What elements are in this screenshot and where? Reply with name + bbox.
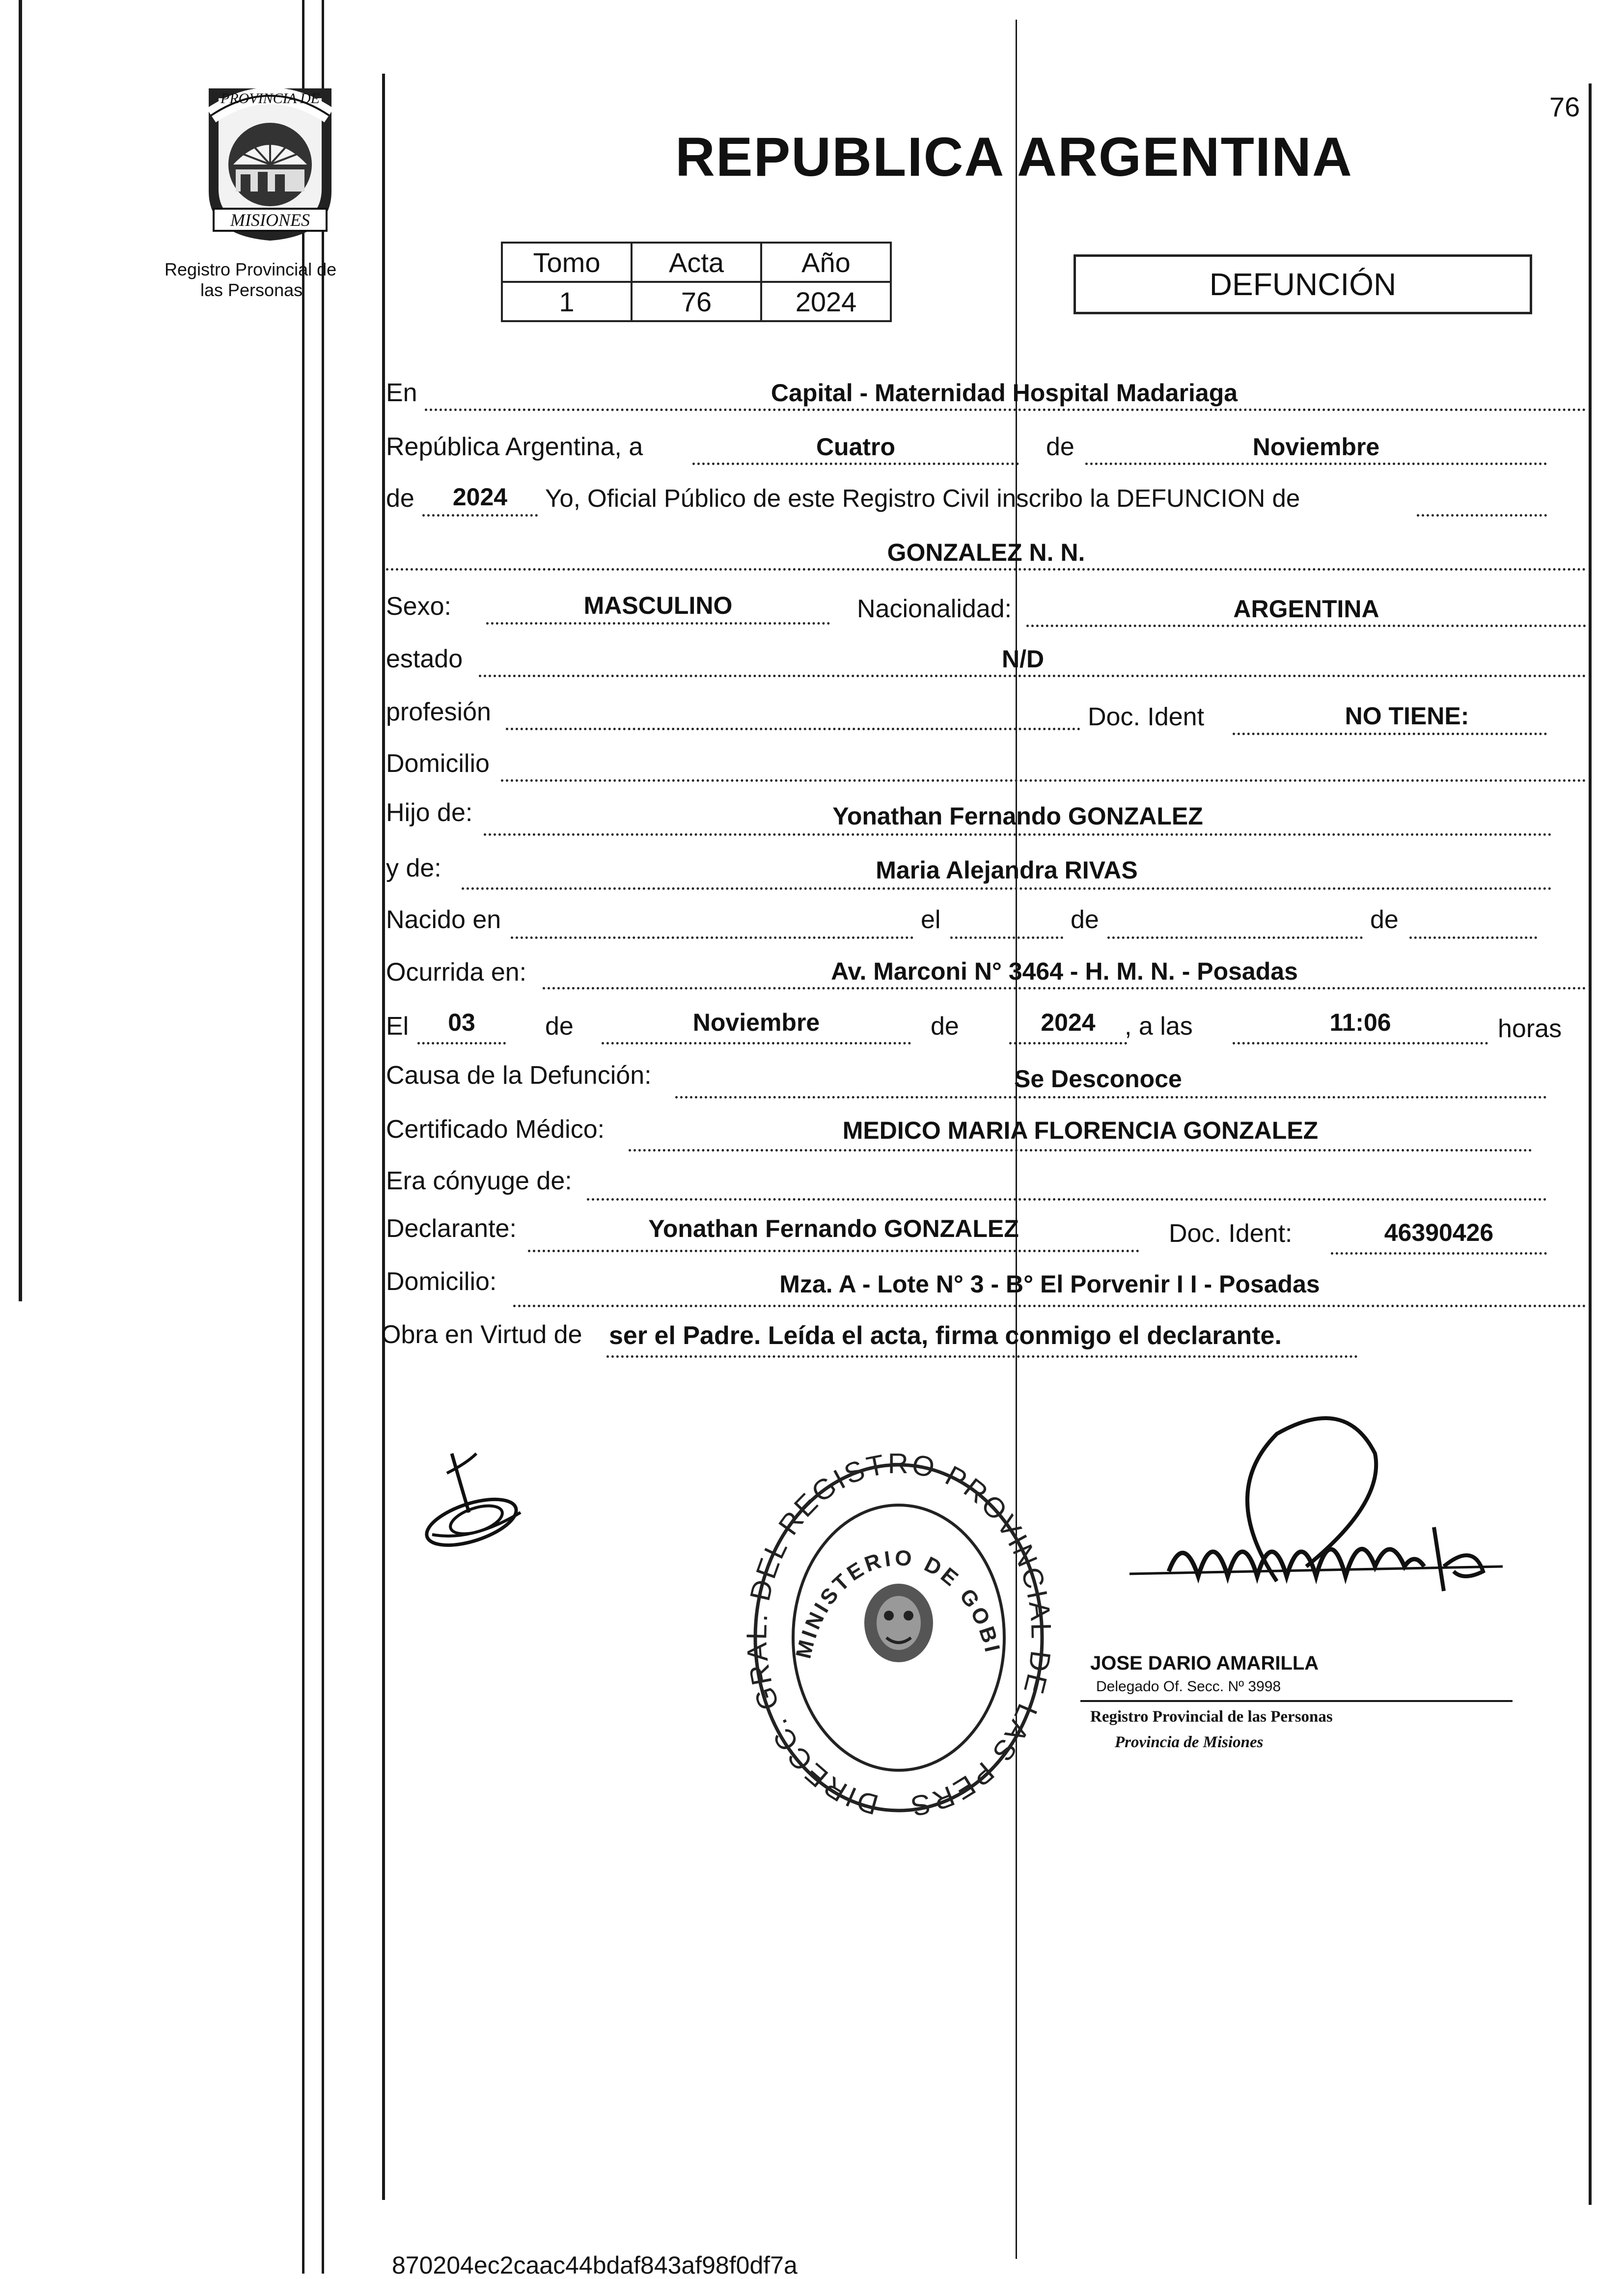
issuer-line-1: Registro Provincial de (165, 259, 337, 279)
svg-text:DIRECC. GRAL. DEL REGISTRO PRO: DIRECC. G DEL REGISTRO PROVINCI E LAS PERS (746, 1454, 1051, 1823)
value-causa: Se Desconoce (1014, 1065, 1182, 1093)
declarant-signature (413, 1444, 530, 1557)
value-sexo: MASCULINO (583, 592, 733, 619)
value-domicilio-declarante: Mza. A - Lote N° 3 - B° El Porvenir I I - Posadas (779, 1270, 1320, 1298)
label-republica: República Argentina, a (386, 433, 643, 461)
label-nacionalidad: Nacionalidad: (857, 595, 1012, 623)
label-hijo: Hijo de: (386, 798, 473, 827)
label-de-mes: de (1046, 433, 1074, 461)
header-anio: Año (761, 243, 891, 282)
value-obra: ser el Padre. Leída el acta, firma conmigo el declarante. (609, 1321, 1282, 1350)
line-madre (462, 887, 1552, 890)
line-estado (479, 675, 1586, 677)
record-table (501, 242, 892, 322)
line-obra (606, 1355, 1358, 1358)
line-domicilio (501, 779, 1586, 782)
scan-margin-line-1 (302, 0, 304, 2274)
official-office: Registro Provincial de las Personas (1090, 1708, 1333, 1726)
official-signature (1071, 1404, 1513, 1689)
official-name: JOSE DARIO AMARILLA (1090, 1652, 1319, 1674)
form-left-border (382, 74, 385, 2200)
province-seal (189, 79, 351, 246)
label-en: En (386, 379, 417, 407)
official-rule (1080, 1700, 1513, 1702)
line-doc-ident-declarante (1331, 1252, 1547, 1255)
line-fecha-mes (602, 1042, 911, 1044)
value-nacionalidad: ARGENTINA (1233, 595, 1379, 623)
document-type-box (1073, 254, 1532, 314)
line-anio (422, 514, 538, 517)
issuer-line-2: las Personas (200, 280, 303, 300)
value-hora: 11:06 (1329, 1009, 1391, 1036)
label-de-fecha-1: de (545, 1012, 574, 1041)
label-a-las: , a las (1125, 1012, 1193, 1041)
line-conyuge (587, 1198, 1547, 1201)
line-nacido (511, 936, 913, 939)
value-doc-ident-declarante: 46390426 (1384, 1219, 1494, 1246)
line-ocurrida (543, 987, 1586, 989)
label-causa: Causa de la Defunción: (386, 1061, 652, 1090)
value-anio-inscripcion: 2024 (452, 483, 508, 511)
label-doc-ident-declarante: Doc. Ident: (1169, 1219, 1293, 1248)
line-profesion (506, 728, 1080, 730)
value-doc-ident: NO TIENE: (1345, 702, 1469, 730)
line-doc-ident (1233, 733, 1547, 735)
label-domicilio: Domicilio (386, 749, 490, 778)
line-fecha-anio (1009, 1042, 1127, 1044)
value-estado: N/D (1002, 645, 1045, 673)
line-dia (692, 463, 1019, 465)
line-el (950, 936, 1063, 939)
page-number: 76 (1549, 91, 1580, 122)
line-nacionalidad (1026, 625, 1586, 627)
label-el: el (921, 906, 941, 934)
header-tomo: Tomo (502, 243, 632, 282)
label-de-anio: de (386, 484, 414, 513)
value-mes: Noviembre (1252, 433, 1380, 461)
value-lugar: Capital - Maternidad Hospital Madariaga (771, 379, 1238, 407)
line-hora (1233, 1042, 1488, 1044)
form-right-border (1589, 83, 1592, 2205)
value-madre: Maria Alejandra RIVAS (876, 856, 1138, 884)
value-declarante: Yonathan Fernando GONZALEZ (648, 1215, 1019, 1242)
scan-margin-line-2 (322, 0, 324, 2274)
value-dia: Cuatro (816, 433, 896, 461)
page-title: REPUBLICA ARGENTINA (675, 126, 1353, 188)
line-en (425, 409, 1586, 411)
line-declarante (528, 1250, 1139, 1252)
line-certificado (629, 1149, 1532, 1152)
label-horas: horas (1498, 1015, 1562, 1043)
label-obra: Obra en Virtud de (381, 1320, 582, 1349)
line-causa (675, 1096, 1547, 1098)
label-de-fecha-2: de (931, 1012, 959, 1041)
label-conyuge: Era cónyuge de: (386, 1167, 572, 1195)
svg-text:MINISTERIO DE GOBIERNO: MINISTERIO DE GOBI (791, 1545, 1005, 1661)
line-nac-anio (1409, 936, 1537, 939)
label-sexo: Sexo: (386, 592, 451, 621)
label-domicilio-declarante: Domicilio: (386, 1267, 497, 1296)
document-hash: 870204ec2caac44bdaf843af98f0df7a (392, 2252, 798, 2279)
line-domicilio-declarante (513, 1305, 1586, 1307)
official-stamp (746, 1454, 1051, 1827)
value-fecha-anio: 2024 (1041, 1009, 1096, 1036)
value-fecha-dia: 03 (448, 1009, 475, 1036)
text-inscripcion: Yo, Oficial Público de este Registro Civil inscribo la DEFUNCION de (545, 484, 1300, 512)
document-type: DEFUNCIÓN (1209, 267, 1397, 302)
label-doc-ident: Doc. Ident (1088, 703, 1205, 731)
value-tomo: 1 (502, 282, 632, 321)
label-nacido: Nacido en (386, 906, 501, 934)
label-de-nac-1: de (1071, 906, 1099, 934)
svg-text:PROVINCIA DE: PROVINCIA DE (220, 90, 320, 107)
line-mes (1085, 463, 1547, 465)
value-anio: 2024 (761, 282, 891, 321)
value-acta: 76 (632, 282, 761, 321)
svg-text:MISIONES: MISIONES (230, 210, 310, 230)
line-inscripcion-end (1417, 514, 1547, 517)
value-padre: Yonathan Fernando GONZALEZ (832, 802, 1203, 830)
line-nombre (386, 568, 1586, 571)
value-certificado: MEDICO MARIA FLORENCIA GONZALEZ (842, 1117, 1319, 1144)
official-role: Delegado Of. Secc. Nº 3998 (1096, 1678, 1281, 1695)
label-el-fecha: El (386, 1012, 409, 1041)
line-sexo (486, 622, 830, 625)
label-certificado: Certificado Médico: (386, 1115, 605, 1144)
value-fecha-mes: Noviembre (692, 1009, 820, 1036)
official-province: Provincia de Misiones (1115, 1733, 1264, 1751)
label-y-de: y de: (386, 854, 441, 882)
label-ocurrida: Ocurrida en: (386, 958, 527, 987)
line-nac-mes (1107, 936, 1363, 939)
label-declarante: Declarante: (386, 1214, 517, 1243)
line-fecha-dia (417, 1042, 506, 1044)
label-de-nac-2: de (1370, 906, 1399, 934)
label-profesion: profesión (386, 698, 491, 726)
value-ocurrida: Av. Marconi N° 3464 - H. M. N. - Posadas (831, 958, 1298, 985)
header-acta: Acta (632, 243, 761, 282)
label-estado: estado (386, 645, 463, 673)
scan-left-edge (19, 0, 22, 1301)
value-nombre: GONZALEZ N. N. (887, 539, 1085, 566)
line-padre (484, 833, 1552, 836)
